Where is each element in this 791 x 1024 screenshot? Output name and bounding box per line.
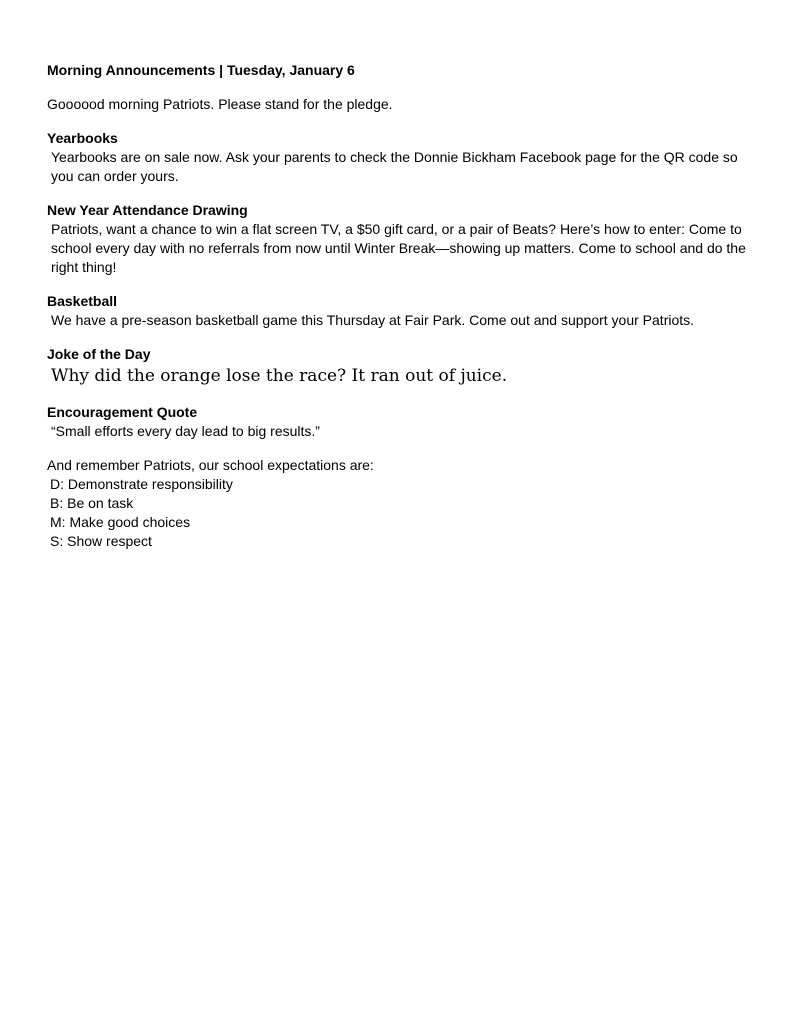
joke-body: Why did the orange lose the race? It ran out of juice.	[51, 366, 508, 386]
announcement-document	[47, 61, 747, 566]
attendance-body: Patriots, want a chance to win a flat screen TV, a $50 gift card, or a pair of Beats? Here’s how to enter: Come to school every day with no referrals from now until Winter Break—showing up matters. Come to school and do the right thing!	[51, 221, 746, 275]
document-title: Morning Announcements | Tuesday, January 6	[47, 62, 355, 78]
yearbooks-body: Yearbooks are on sale now. Ask your parents to check the Donnie Bickham Facebook page for the QR code so you can order yours.	[51, 149, 738, 184]
section-attendance-drawing	[47, 201, 747, 277]
greeting-text: Goooood morning Patriots. Please stand for the pledge.	[47, 96, 393, 112]
section-quote	[47, 403, 747, 441]
list-item: M: Make good choices	[50, 514, 191, 530]
basketball-body: We have a pre-season basketball game this Thursday at Fair Park. Come out and support your Patriots.	[51, 312, 695, 328]
expectations-intro: And remember Patriots, our school expectations are:	[47, 457, 374, 473]
yearbooks-heading: Yearbooks	[47, 130, 118, 146]
list-item: S: Show respect	[50, 533, 152, 549]
basketball-heading: Basketball	[47, 293, 118, 309]
expectations-list	[47, 475, 747, 551]
section-yearbooks	[47, 129, 747, 186]
quote-heading: Encouragement Quote	[47, 404, 198, 420]
section-expectations	[47, 456, 747, 551]
list-item: D: Demonstrate responsibility	[50, 476, 233, 492]
section-joke	[47, 345, 747, 388]
quote-body: “Small efforts every day lead to big results.”	[51, 423, 320, 439]
attendance-heading: New Year Attendance Drawing	[47, 202, 248, 218]
joke-heading: Joke of the Day	[47, 346, 151, 362]
list-item: B: Be on task	[50, 495, 134, 511]
section-basketball	[47, 292, 747, 330]
